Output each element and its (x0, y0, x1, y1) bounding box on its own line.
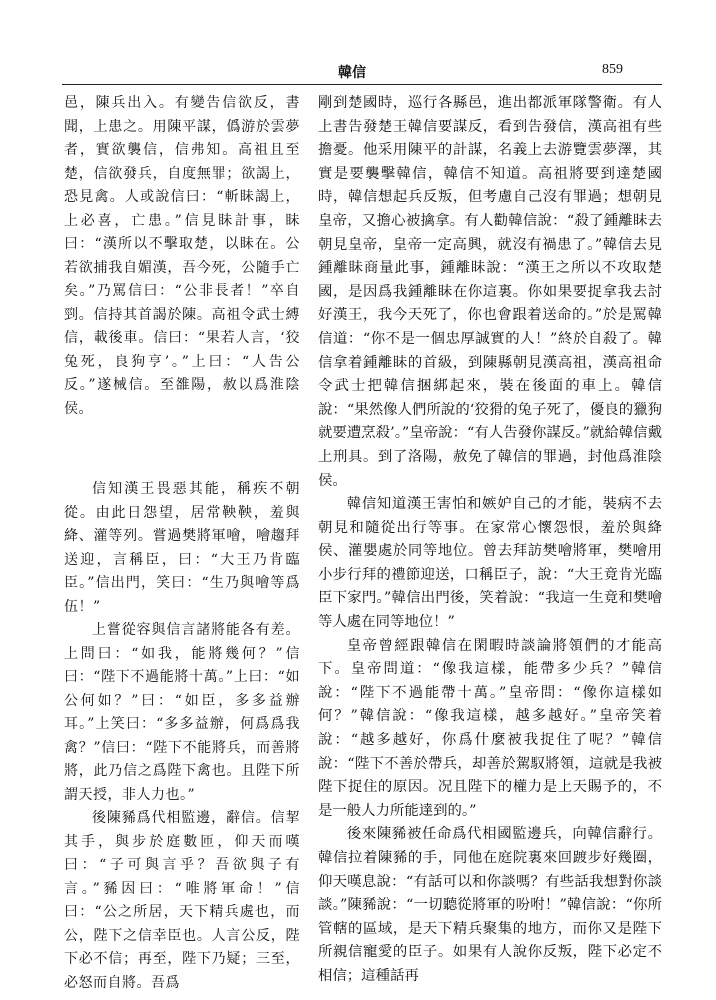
original-paragraph-1: 邑，陳兵出入。有變告信欲反，書聞，上患之。用陳平謀，僞游於雲夢者，實欲襲信，信弗知。高祖且至楚，信欲發兵，自度無罪；欲謁上，恐見禽。人或說信曰：“斬眛謁上，上必喜，亡患。”信見眛計事，眛曰：“漢所以不擊取楚，以眛在。公若欲捕我自媚漢，吾今死，公隨手亡矣。”乃罵信曰：“公非長者！”卒自剄。信持其首謁於陳。高祖令武士縛信，載後車。信曰：“果若人言，‘狡兔死，良狗亨’。”上曰：“人告公反。”遂械信。至雒陽，赦以爲淮陰侯。 (64, 95, 300, 417)
original-text-column-top (64, 92, 300, 421)
original-paragraph-2: 信知漢王畏惡其能，稱疾不朝從。由此日怨望，居常鞅鞅，羞與絳、灌等列。嘗過樊將軍噲，噲趨拜送迎，言稱臣，曰：“大王乃肯臨臣。”信出門，笑曰：“生乃與噲等爲伍！” (64, 481, 300, 615)
running-title: 韓信 (338, 65, 366, 81)
original-text-column-bottom (64, 478, 300, 995)
original-paragraph-4: 後陳豨爲代相監邊，辭信。信挈其手，與步於庭數匝，仰天而嘆曰：“子可與言乎？吾欲與子有言。”豨因曰：“唯將軍命！”信曰：“公之所居，天下精兵處也，而公，陛下之信幸臣也。人言公反，陛下必不信；再至，陛下乃疑；三至，必怒而自將。吾爲 (64, 810, 300, 991)
header-rule (62, 84, 662, 85)
page-number: 859 (602, 62, 623, 77)
original-paragraph-3: 上嘗從容與信言諸將能各有差。上問曰：“如我，能將幾何？”信曰：“陛下不過能將十萬。”上曰：“如公何如？”曰：“如臣，多多益辦耳。”上笑曰：“多多益辦，何爲爲我禽？”信曰：“陛下不能將兵，而善將將，此乃信之爲陛下禽也。且陛下所謂天授，非人力也。” (64, 622, 300, 803)
translation-paragraph-3: 皇帝曾經跟韓信在閑暇時談論將領們的才能高下。皇帝問道：“像我這樣，能帶多少兵？”韓信說：“陛下不過能帶十萬。”皇帝問：“像你這樣如何？”韓信說：“像我這樣，越多越好。”皇帝笑着說：“越多越好，你爲什麼被我捉住了呢？”韓信說：“陛下不善於帶兵，却善於駕馭將領，這就是我被陛下捉住的原因。况且陛下的權力是上天賜予的，不是一般人力所能達到的。” (318, 637, 662, 819)
translation-paragraph-4: 後來陳豨被任命爲代相國監邊兵，向韓信辭行。韓信拉着陳豨的手，同他在庭院裏來回踱步好幾圈，仰天嘆息說：“有話可以和你談嗎？有些話我想對你談談。”陳豨說：“一切聽從將軍的吩咐！”韓信說：“你所管轄的區域，是天下精兵聚集的地方，而你又是陛下所親信寵愛的臣子。如果有人說你反叛，陛下必定不相信；這種話再 (318, 826, 662, 984)
translation-text-column (318, 92, 662, 989)
running-header (0, 62, 716, 82)
translation-paragraph-2: 韓信知道漢王害怕和嫉妒自己的才能，裝病不去朝見和隨從出行等事。在家常心懷怨恨，羞於與絳侯、灌嬰處於同等地位。曾去拜訪樊噲將軍，樊噲用小步行拜的禮節迎送，口稱臣子，說：“大王竟肯光臨臣下家門。”韓信出門後，笑着說：“我這一生竟和樊噲等人處在同等地位！” (318, 496, 662, 631)
translation-paragraph-1: 剛到楚國時，巡行各縣邑，進出都派軍隊警衛。有人上書告發楚王韓信要謀反，看到告發信，漢高祖有些擔憂。他采用陳平的計謀，名義上去游覽雲夢澤，其實是要襲擊韓信，韓信不知道。高祖將要到達楚國時，韓信想起兵反叛，但考慮自己沒有罪過；想朝見皇帝，又擔心被擒拿。有人勸韓信說：“殺了鍾離眛去朝見皇帝，皇帝一定高興，就沒有禍患了。”韓信去見鍾離眛商量此事，鍾離眛說：“漢王之所以不攻取楚國，是因爲我鍾離眛在你這裏。你如果要捉拿我去討好漢王，我今天死了，你也會跟着送命的。”於是罵韓信道：“你不是一個忠厚誠實的人！”終於自殺了。韓信拿着鍾離眛的首級，到陳縣朝見漢高祖，漢高祖命令武士把韓信捆綁起來，裝在後面的車上。韓信說：“果然像人們所說的‘狡猾的兔子死了，優良的獵狗就要遭烹殺’。”皇帝說：“有人告發你謀反。”就給韓信戴上刑具。到了洛陽，赦免了韓信的罪過，封他爲淮陰侯。 (318, 95, 662, 489)
